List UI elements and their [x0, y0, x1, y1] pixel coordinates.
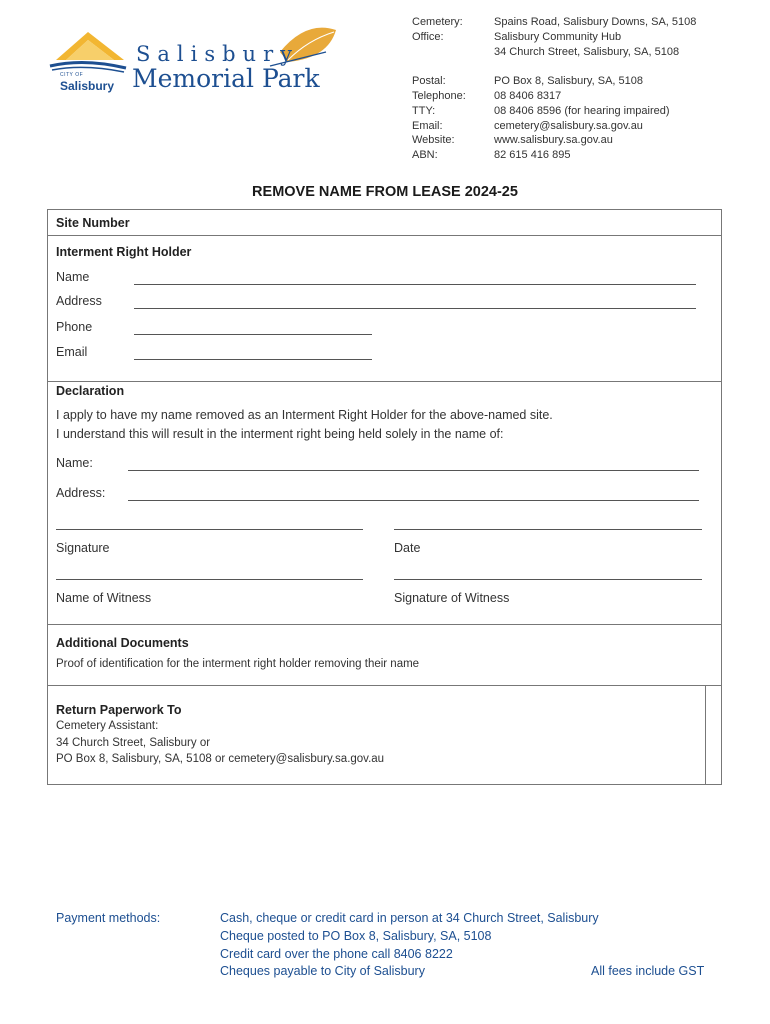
contact-label: Website: — [412, 134, 455, 147]
return-line-2: 34 Church Street, Salisbury or — [56, 737, 211, 749]
contact-value: 08 8406 8317 — [494, 89, 562, 102]
contact-label: Telephone: — [412, 89, 466, 102]
logo-word-memorial-park: Memorial Park — [132, 64, 320, 93]
holder-section — [48, 235, 721, 381]
witness-name-label: Name of Witness — [56, 591, 152, 605]
declaration-text-1: I apply to have my name removed as an Interment Right Holder for the above-named site. — [56, 408, 553, 422]
declaration-name-field[interactable] — [128, 470, 699, 471]
contact-row — [412, 148, 696, 163]
contact-label: Email: — [412, 119, 443, 132]
declaration-address-label: Address: — [56, 486, 106, 500]
site-number-field[interactable] — [248, 212, 718, 232]
contact-label: Postal: — [412, 75, 446, 88]
signature-field[interactable] — [56, 529, 363, 530]
holder-name-field[interactable] — [134, 284, 696, 285]
return-section — [48, 685, 721, 784]
lease-form — [47, 209, 722, 785]
declaration-name-label: Name: — [56, 456, 93, 470]
holder-phone-field[interactable] — [134, 334, 372, 335]
contact-row — [412, 30, 696, 45]
contact-label: TTY: — [412, 104, 436, 117]
payment-line: Cheque posted to PO Box 8, Salisbury, SA, 5108 — [220, 928, 492, 943]
date-label: Date — [394, 541, 421, 555]
additional-heading: Additional Documents — [56, 636, 189, 650]
payment-line: Cheques payable to City of Salisbury — [220, 964, 425, 979]
return-line-3: PO Box 8, Salisbury, SA, 5108 or cemetery@salisbury.sa.gov.au — [56, 753, 385, 765]
holder-address-field[interactable] — [134, 308, 696, 309]
additional-documents-section — [48, 624, 721, 685]
contact-value: PO Box 8, Salisbury, SA, 5108 — [494, 75, 643, 88]
witness-signature-label: Signature of Witness — [394, 591, 510, 605]
declaration-section — [48, 381, 721, 624]
return-margin-cell — [705, 686, 721, 784]
contact-row — [412, 45, 696, 60]
contact-details — [412, 15, 696, 163]
additional-text: Proof of identification for the interment right holder removing their name — [56, 658, 420, 670]
holder-heading: Interment Right Holder — [56, 245, 192, 259]
holder-email-label: Email — [56, 345, 88, 359]
contact-label: Office: — [412, 30, 444, 43]
contact-value: www.salisbury.sa.gov.au — [494, 134, 613, 147]
form-title: REMOVE NAME FROM LEASE 2024-25 — [252, 184, 518, 200]
holder-phone-label: Phone — [56, 320, 93, 334]
contact-row — [412, 104, 696, 119]
date-field[interactable] — [394, 529, 702, 530]
signature-label: Signature — [56, 541, 110, 555]
return-line-1: Cemetery Assistant: — [56, 720, 159, 732]
payment-label: Payment methods: — [56, 911, 161, 925]
contact-value: Spains Road, Salisbury Downs, SA, 5108 — [494, 16, 697, 28]
contact-value: 34 Church Street, Salisbury, SA, 5108 — [494, 45, 680, 58]
contact-row — [412, 15, 696, 30]
contact-row — [412, 119, 696, 134]
site-number-section — [48, 210, 721, 235]
gst-note: All fees include GST — [591, 964, 705, 978]
declaration-heading: Declaration — [56, 384, 125, 398]
contact-label: Cemetery: — [412, 16, 463, 28]
logo-city-small: CITY OF — [60, 72, 84, 78]
logo-word-salisbury: Salisbury — [136, 42, 299, 66]
return-heading: Return Paperwork To — [56, 703, 182, 717]
payment-line: Credit card over the phone call 8406 8222 — [220, 946, 453, 961]
contact-value: 82 615 416 895 — [494, 149, 571, 162]
salisbury-memorial-park-logo — [44, 22, 344, 112]
witness-signature-field[interactable] — [394, 579, 702, 580]
contact-value: Salisbury Community Hub — [494, 30, 622, 43]
contact-row — [412, 89, 696, 104]
site-number-label: Site Number — [56, 216, 130, 230]
payment-line: Cash, cheque or credit card in person at 34 Church Street, Salisbury — [220, 911, 599, 925]
payment-methods — [220, 910, 599, 981]
contact-label: ABN: — [412, 149, 438, 162]
holder-address-label: Address — [56, 294, 102, 308]
declaration-address-field[interactable] — [128, 500, 699, 501]
contact-row — [412, 74, 696, 89]
holder-name-label: Name — [56, 270, 90, 284]
declaration-text-2: I understand this will result in the interment right being held solely in the name of: — [56, 427, 504, 441]
logo-city: Salisbury — [60, 79, 115, 93]
contact-label — [412, 45, 494, 60]
holder-email-field[interactable] — [134, 359, 372, 360]
contact-row — [412, 133, 696, 148]
witness-name-field[interactable] — [56, 579, 363, 580]
contact-value: 08 8406 8596 (for hearing impaired) — [494, 104, 670, 117]
contact-value: cemetery@salisbury.sa.gov.au — [494, 119, 643, 132]
